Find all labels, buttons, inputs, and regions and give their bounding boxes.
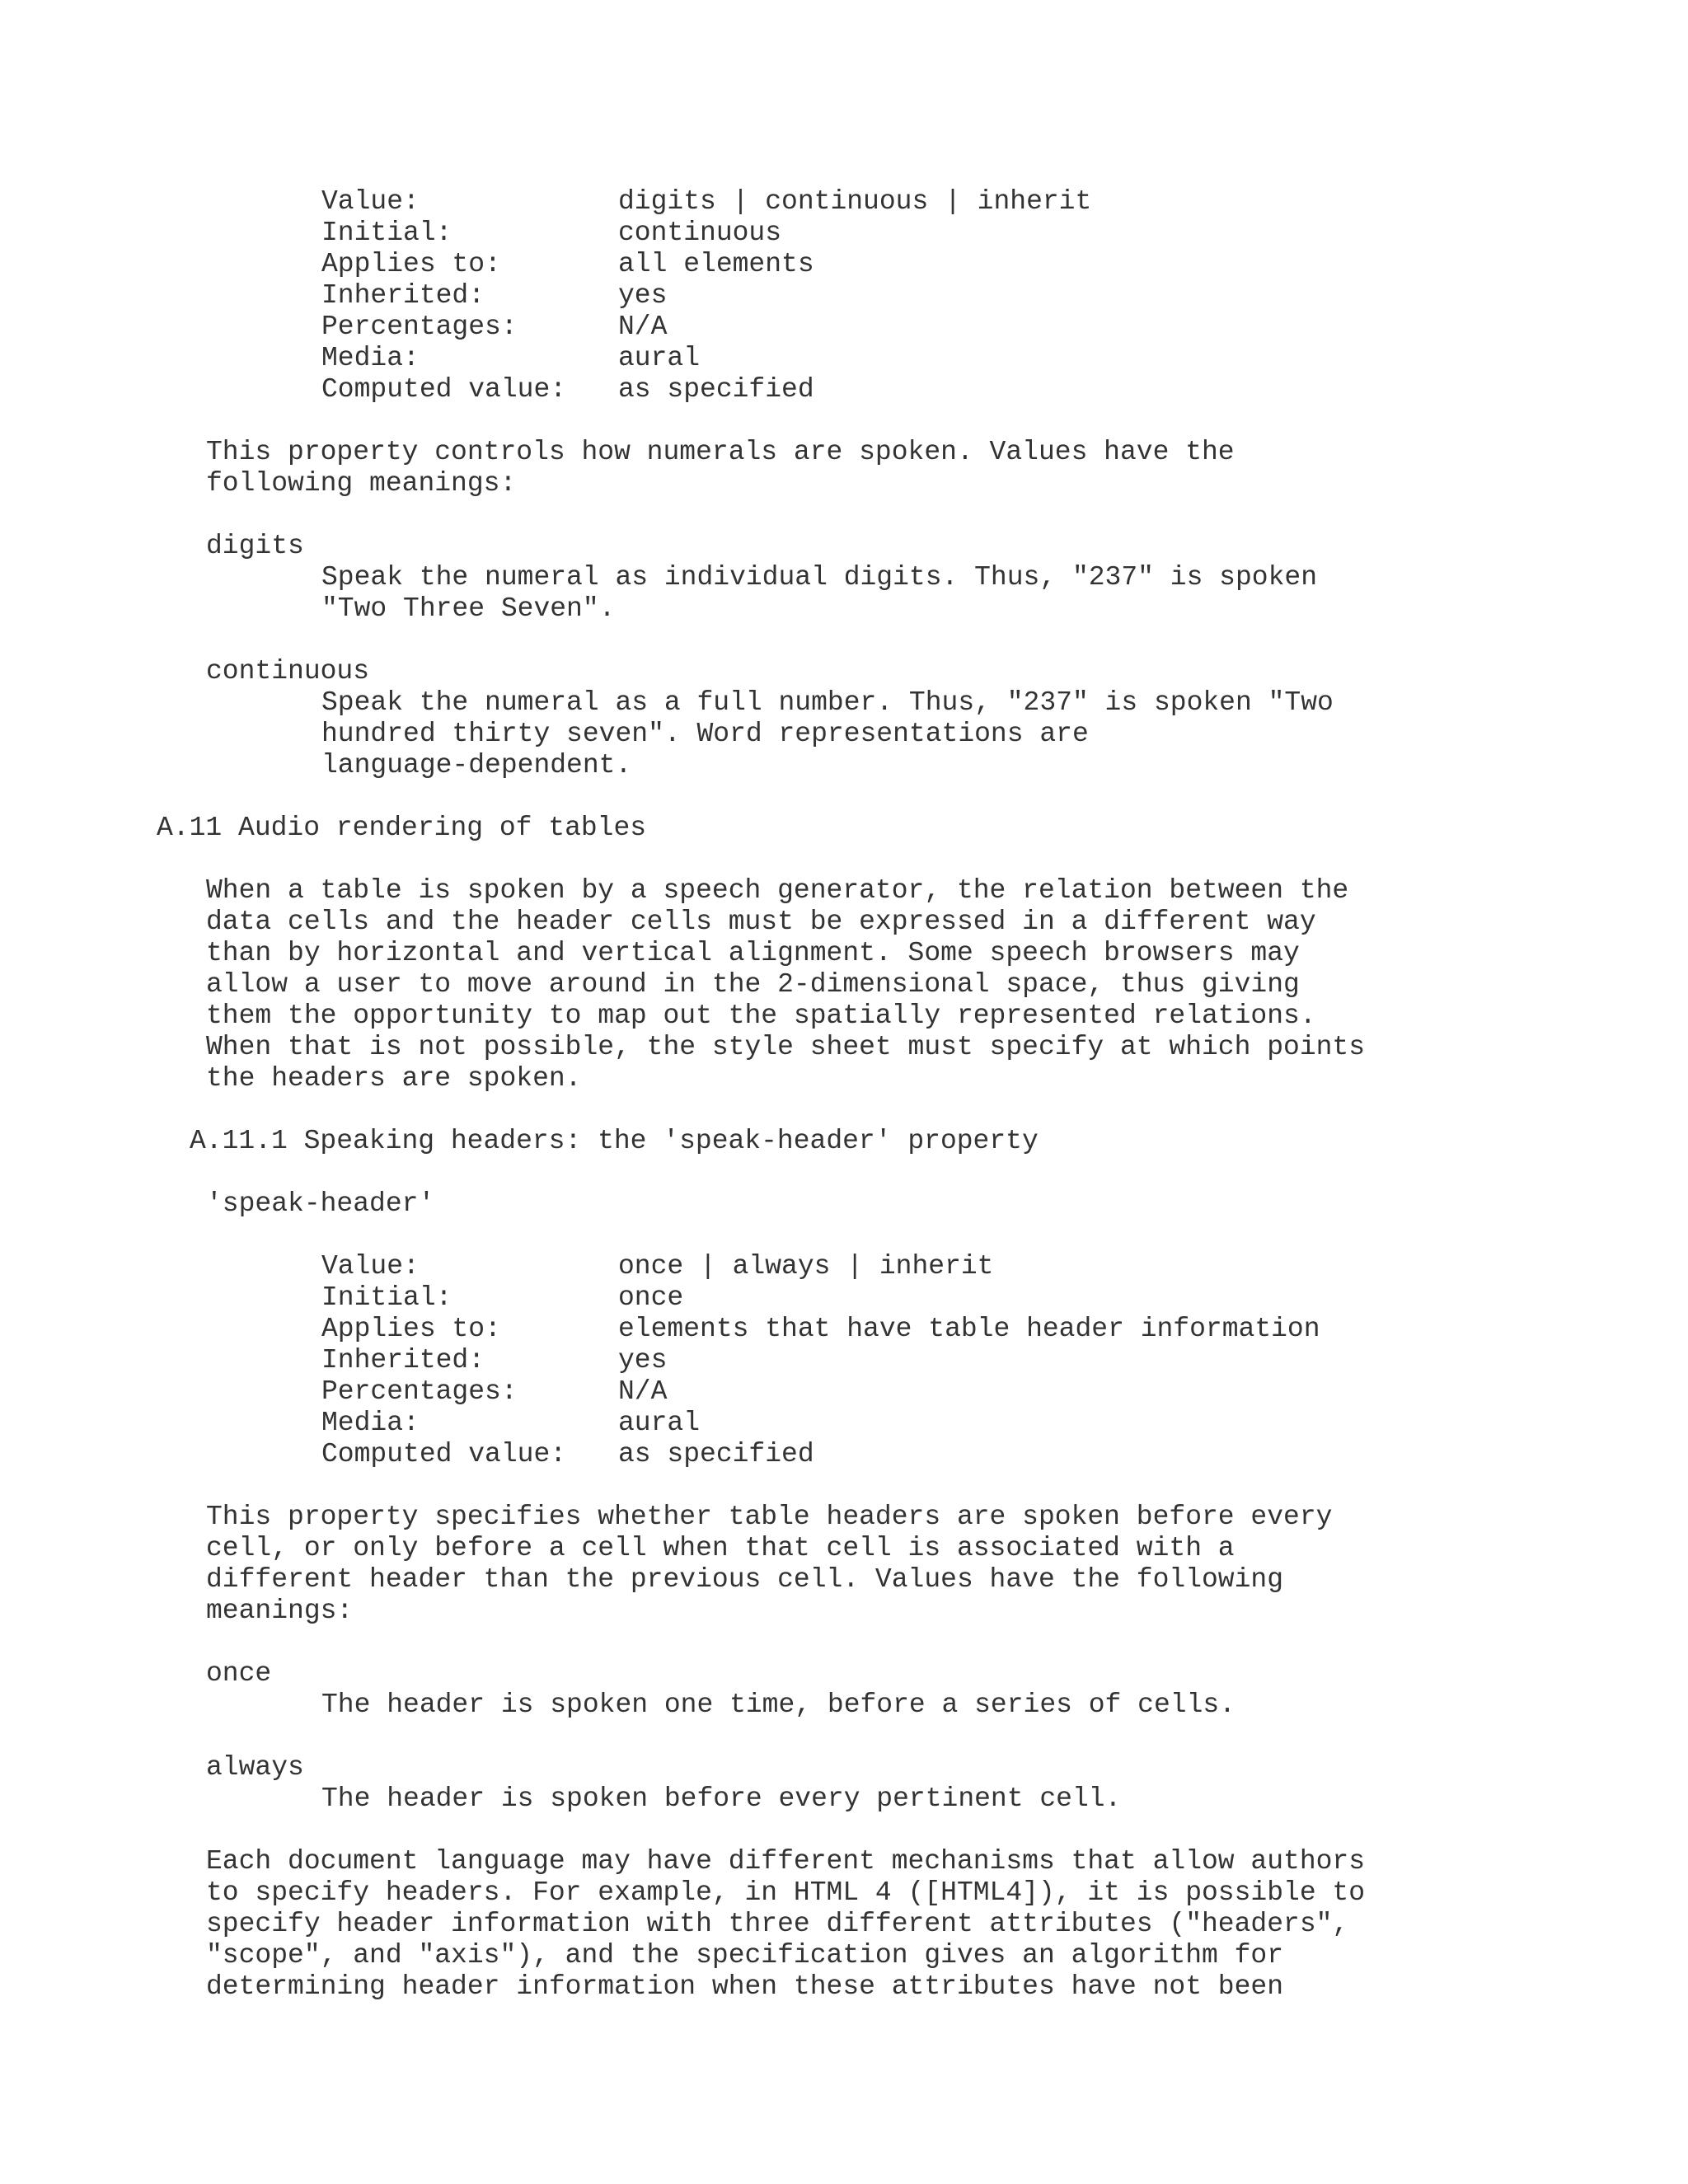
property-key: Value: — [321, 1251, 420, 1282]
property-value: once — [618, 1282, 684, 1313]
property-value: digits | continuous | inherit — [618, 186, 1092, 217]
subsection-heading: A.11.1 Speaking headers: the 'speak-header' property — [190, 1126, 1039, 1156]
value-definition-line: "Two Three Seven". — [321, 593, 616, 624]
value-term: always — [206, 1752, 304, 1783]
paragraph-line: cell, or only before a cell when that cell is associated with a — [206, 1533, 1235, 1563]
property-value: N/A — [618, 312, 668, 342]
value-term: digits — [206, 531, 304, 561]
property-key: Applies to: — [321, 1314, 501, 1344]
paragraph-line: determining header information when these attributes have not been — [206, 1971, 1284, 2002]
paragraph-line: data cells and the header cells must be expressed in a different way — [206, 907, 1316, 937]
property-key: Inherited: — [321, 1345, 485, 1376]
property-value: as specified — [618, 1439, 814, 1469]
paragraph-line: This property controls how numerals are spoken. Values have the — [206, 437, 1235, 467]
property-key: Media: — [321, 343, 420, 373]
property-key: Percentages: — [321, 1376, 518, 1407]
paragraph-line: When a table is spoken by a speech generator, the relation between the — [206, 875, 1349, 906]
section-heading: A.11 Audio rendering of tables — [157, 813, 647, 843]
paragraph-line: than by horizontal and vertical alignment. Some speech browsers may — [206, 938, 1300, 968]
property-key: Media: — [321, 1408, 420, 1438]
value-definition-line: The header is spoken before every pertinent cell. — [321, 1783, 1122, 1814]
value-definition-line: Speak the numeral as a full number. Thus, "237" is spoken "Two — [321, 687, 1334, 718]
paragraph-line: meanings: — [206, 1596, 354, 1626]
property-key: Value: — [321, 186, 420, 217]
property-value: yes — [618, 1345, 668, 1376]
value-term: continuous — [206, 656, 370, 687]
property-key: Percentages: — [321, 312, 518, 342]
paragraph-line: This property specifies whether table headers are spoken before every — [206, 1502, 1333, 1532]
property-value: continuous — [618, 218, 782, 248]
paragraph-line: to specify headers. For example, in HTML 4 ([HTML4]), it is possible to — [206, 1877, 1366, 1908]
paragraph-line: Each document language may have different mechanisms that allow authors — [206, 1846, 1366, 1877]
paragraph-line: specify header information with three different attributes ("headers", — [206, 1909, 1349, 1939]
value-term: once — [206, 1658, 272, 1689]
paragraph-line: different header than the previous cell. Values have the following — [206, 1564, 1284, 1595]
property-key: Initial: — [321, 1282, 452, 1313]
property-key: Initial: — [321, 218, 452, 248]
paragraph-line: them the opportunity to map out the spatially represented relations. — [206, 1001, 1316, 1031]
paragraph-line: When that is not possible, the style sheet must specify at which points — [206, 1032, 1366, 1062]
property-value: elements that have table header information — [618, 1314, 1320, 1344]
value-definition-line: The header is spoken one time, before a series of cells. — [321, 1690, 1236, 1720]
paragraph-line: following meanings: — [206, 468, 517, 499]
property-value: once | always | inherit — [618, 1251, 994, 1282]
value-definition-line: language-dependent. — [321, 750, 632, 780]
value-definition-line: hundred thirty seven". Word representations are — [321, 719, 1089, 749]
value-definition-line: Speak the numeral as individual digits. Thus, "237" is spoken — [321, 562, 1317, 593]
property-key: Computed value: — [321, 1439, 567, 1469]
property-value: aural — [618, 343, 701, 373]
paragraph-line: "scope", and "axis"), and the specification gives an algorithm for — [206, 1940, 1284, 1971]
paragraph-line: the headers are spoken. — [206, 1063, 582, 1094]
property-value: yes — [618, 280, 668, 311]
property-key: Applies to: — [321, 249, 501, 279]
property-value: N/A — [618, 1376, 668, 1407]
paragraph-line: allow a user to move around in the 2-dimensional space, thus giving — [206, 969, 1300, 1000]
property-name: 'speak-header' — [206, 1188, 435, 1219]
property-value: aural — [618, 1408, 701, 1438]
property-key: Computed value: — [321, 374, 567, 405]
property-key: Inherited: — [321, 280, 485, 311]
property-value: as specified — [618, 374, 814, 405]
property-value: all elements — [618, 249, 814, 279]
